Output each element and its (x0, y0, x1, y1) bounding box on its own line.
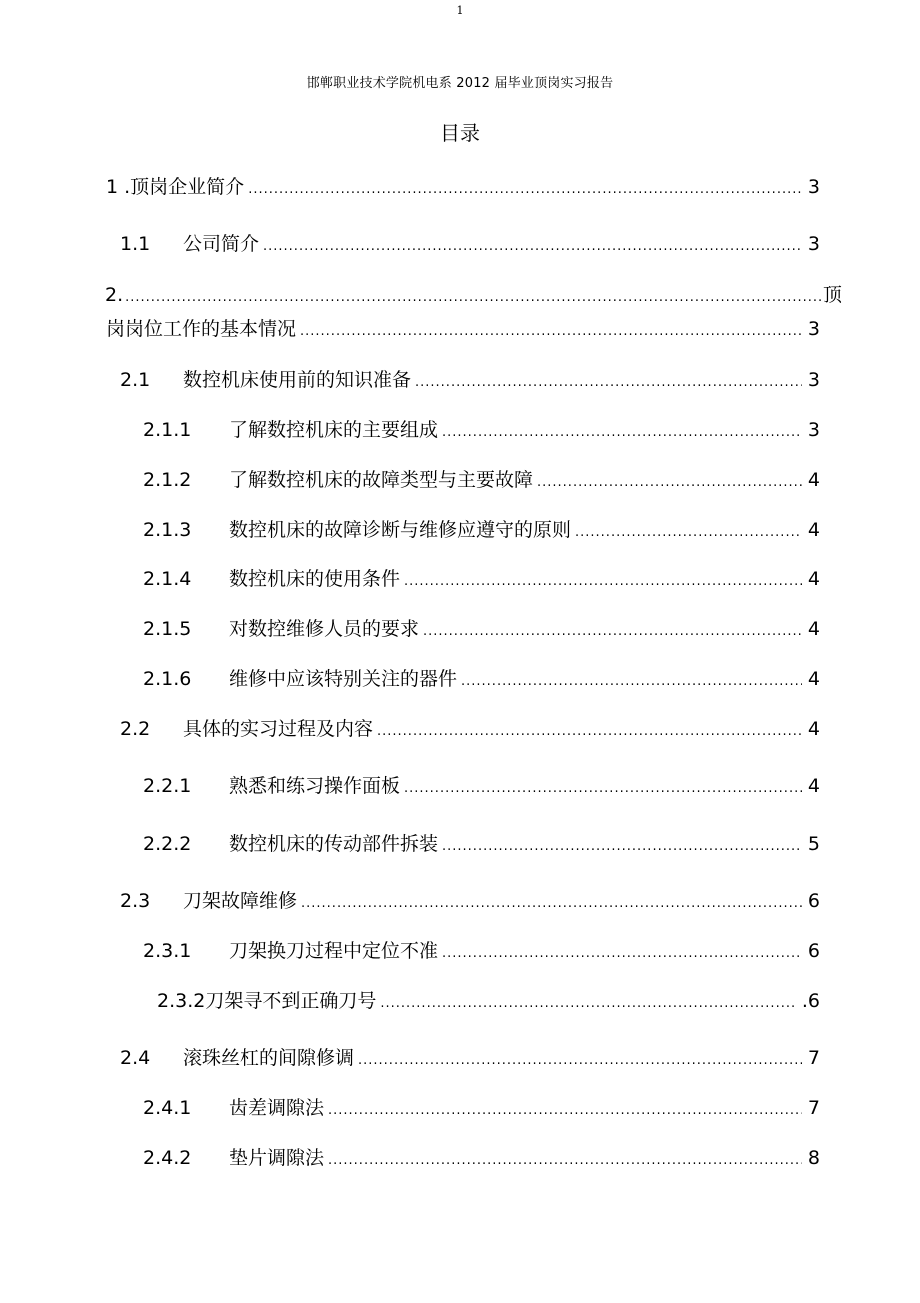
toc-entry-label: 了解数控机床的故障类型与主要故障 (229, 469, 534, 491)
toc-entry-label: 数控机床的传动部件拆装 (229, 833, 439, 855)
toc-entry-label: 维修中应该特别关注的器件 (229, 668, 458, 690)
toc-leader (358, 1053, 802, 1068)
toc-entry-label: 滚珠丝杠的间隙修调 (183, 1047, 355, 1069)
toc-entry-page: 3 (807, 176, 820, 198)
toc-entry-label: 刀架故障维修 (183, 890, 298, 912)
toc-entry-2[interactable] (106, 314, 820, 342)
toc-entry-page: 3 (807, 233, 820, 255)
toc-leader (263, 239, 802, 254)
toc-entry-2-2-2[interactable] (143, 829, 820, 857)
toc-entry-page: 4 (807, 568, 820, 590)
toc-leader (125, 290, 821, 305)
toc-entry-2-1-5[interactable] (143, 614, 820, 642)
toc-entry-2-1-2[interactable] (143, 465, 820, 493)
toc-entry-number: 2.4.1 (143, 1097, 192, 1119)
toc-entry-label: 数控机床的故障诊断与维修应遵守的原则 (229, 519, 572, 541)
toc-entry-label: 齿差调隙法 (229, 1097, 325, 1119)
toc-entry-2-1[interactable] (120, 365, 820, 393)
toc-entry-label: 了解数控机床的主要组成 (229, 419, 439, 441)
toc-entry-page: 4 (807, 519, 820, 541)
toc-leader (377, 724, 802, 739)
toc-entry-2-4-2[interactable] (143, 1143, 820, 1171)
toc-entry-number: 2.1.3 (143, 519, 192, 541)
toc-entry-number: 2.2.1 (143, 775, 192, 797)
toc-entry-page: 7 (807, 1097, 820, 1119)
toc-entry-page: 4 (807, 775, 820, 797)
toc-leader (380, 996, 795, 1011)
toc-entry-page: 8 (807, 1147, 820, 1169)
page-number: 1 (456, 4, 464, 17)
toc-entry-number: 2.3.2 (157, 990, 206, 1012)
toc-entry-1-1[interactable] (120, 229, 820, 257)
toc-entry-number: 2.4.2 (143, 1147, 192, 1169)
toc-entry-page: 6 (807, 890, 820, 912)
toc-entry-2-3[interactable] (120, 886, 820, 914)
toc-entry-number: 1 . (106, 176, 131, 198)
toc-entry-page: 3 (807, 419, 820, 441)
toc-entry-2-1-6[interactable] (143, 664, 820, 692)
toc-entry-label: 垫片调隙法 (229, 1147, 325, 1169)
toc-entry-label-continued: 岗岗位工作的基本情况 (106, 318, 297, 340)
toc-entry-label: 数控机床使用前的知识准备 (183, 369, 412, 391)
toc-entry-number: 2.1.5 (143, 618, 192, 640)
toc-entry-number: 2.1.2 (143, 469, 192, 491)
toc-leader (301, 896, 802, 911)
toc-leader (537, 475, 802, 490)
toc-leader (300, 324, 802, 339)
toc-entry-label: 数控机床的使用条件 (229, 568, 401, 590)
toc-entry-page: 4 (807, 618, 820, 640)
toc-entry-label: 刀架寻不到正确刀号 (205, 990, 377, 1012)
toc-title: 目录 (440, 121, 480, 145)
toc-entry-label: 熟悉和练习操作面板 (229, 775, 401, 797)
toc-leader (575, 525, 802, 540)
toc-entry-number: 2.2.2 (143, 833, 192, 855)
toc-leader (442, 425, 802, 440)
toc-entry-2-4[interactable] (120, 1043, 820, 1071)
toc-leader (423, 624, 802, 639)
toc-entry-page: 3 (807, 318, 820, 340)
toc-leader (442, 946, 802, 961)
toc-entry-2-1-3[interactable] (143, 515, 820, 543)
toc-entry-number: 1.1 (120, 233, 151, 255)
toc-entry-number: 2.1.6 (143, 668, 192, 690)
toc-leader (404, 781, 802, 796)
toc-entry-label: 对数控维修人员的要求 (229, 618, 420, 640)
toc-entry-number: 2.1.4 (143, 568, 192, 590)
toc-leader (415, 375, 802, 390)
toc-leader (442, 839, 802, 854)
toc-leader (248, 182, 802, 197)
toc-entry-2-first-line[interactable] (105, 280, 842, 308)
toc-entry-page: 3 (807, 369, 820, 391)
toc-entry-page: 4 (807, 668, 820, 690)
toc-entry-number: 2.2 (120, 718, 151, 740)
toc-entry-1[interactable] (106, 172, 820, 200)
toc-entry-2-2[interactable] (120, 714, 820, 742)
toc-leader (404, 574, 802, 589)
toc-entry-page: 6 (807, 940, 820, 962)
toc-entry-page: 7 (807, 1047, 820, 1069)
toc-entry-label: 公司简介 (183, 233, 260, 255)
toc-leader (328, 1153, 802, 1168)
toc-entry-2-4-1[interactable] (143, 1093, 820, 1121)
toc-entry-label: 具体的实习过程及内容 (183, 718, 374, 740)
toc-entry-number: 2.1.1 (143, 419, 192, 441)
toc-entry-2-2-1[interactable] (143, 771, 820, 799)
toc-entry-page: 5 (807, 833, 820, 855)
toc-entry-page: 4 (807, 469, 820, 491)
toc-entry-label-start: 顶 (822, 284, 842, 306)
toc-entry-label: 顶岗企业简介 (130, 176, 245, 198)
toc-entry-number: 2. (105, 284, 124, 306)
toc-entry-2-3-2[interactable] (157, 986, 820, 1014)
toc-entry-2-1-1[interactable] (143, 415, 820, 443)
toc-entry-label: 刀架换刀过程中定位不准 (229, 940, 439, 962)
document-header: 邯郸职业技术学院机电系 2012 届毕业顶岗实习报告 (306, 76, 614, 91)
toc-entry-number: 2.4 (120, 1047, 151, 1069)
toc-leader (328, 1103, 802, 1118)
toc-entry-page: 4 (807, 718, 820, 740)
toc-leader (461, 674, 802, 689)
toc-entry-2-3-1[interactable] (143, 936, 820, 964)
toc-entry-number: 2.3.1 (143, 940, 192, 962)
toc-entry-number: 2.1 (120, 369, 151, 391)
toc-entry-page: .6 (801, 990, 820, 1012)
toc-entry-number: 2.3 (120, 890, 151, 912)
toc-entry-2-1-4[interactable] (143, 564, 820, 592)
